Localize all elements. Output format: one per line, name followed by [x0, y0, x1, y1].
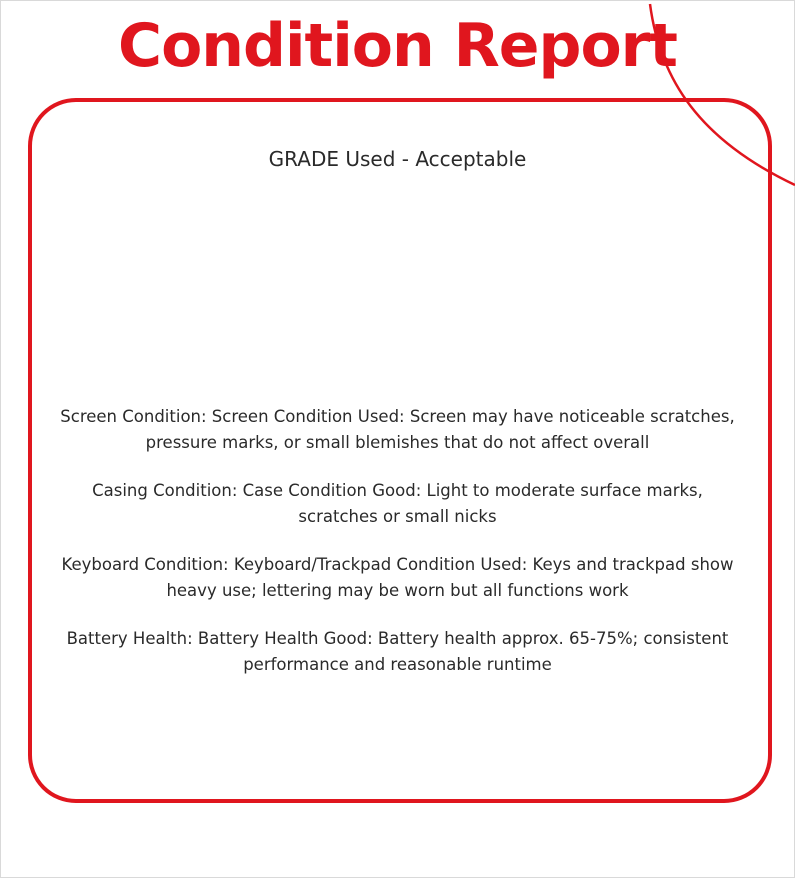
- grade-label: GRADE Used - Acceptable: [268, 147, 527, 171]
- battery-health: Battery Health: Battery Health Good: Battery health approx. 65-75%; consistent performance and reasonable runtime: [66, 629, 729, 674]
- page-title: Condition Report: [118, 11, 677, 81]
- casing-condition: Casing Condition: Case Condition Good: Light to moderate surface marks, scratches or small nicks: [92, 481, 703, 526]
- screen-condition: Screen Condition: Screen Condition Used: Screen may have noticeable scratches, pressure marks, or small blemishes that do not affect overall: [60, 407, 735, 452]
- condition-details-list: [60, 404, 735, 700]
- keyboard-condition: Keyboard Condition: Keyboard/Trackpad Condition Used: Keys and trackpad show heavy use; lettering may be worn but all functions work: [61, 555, 734, 600]
